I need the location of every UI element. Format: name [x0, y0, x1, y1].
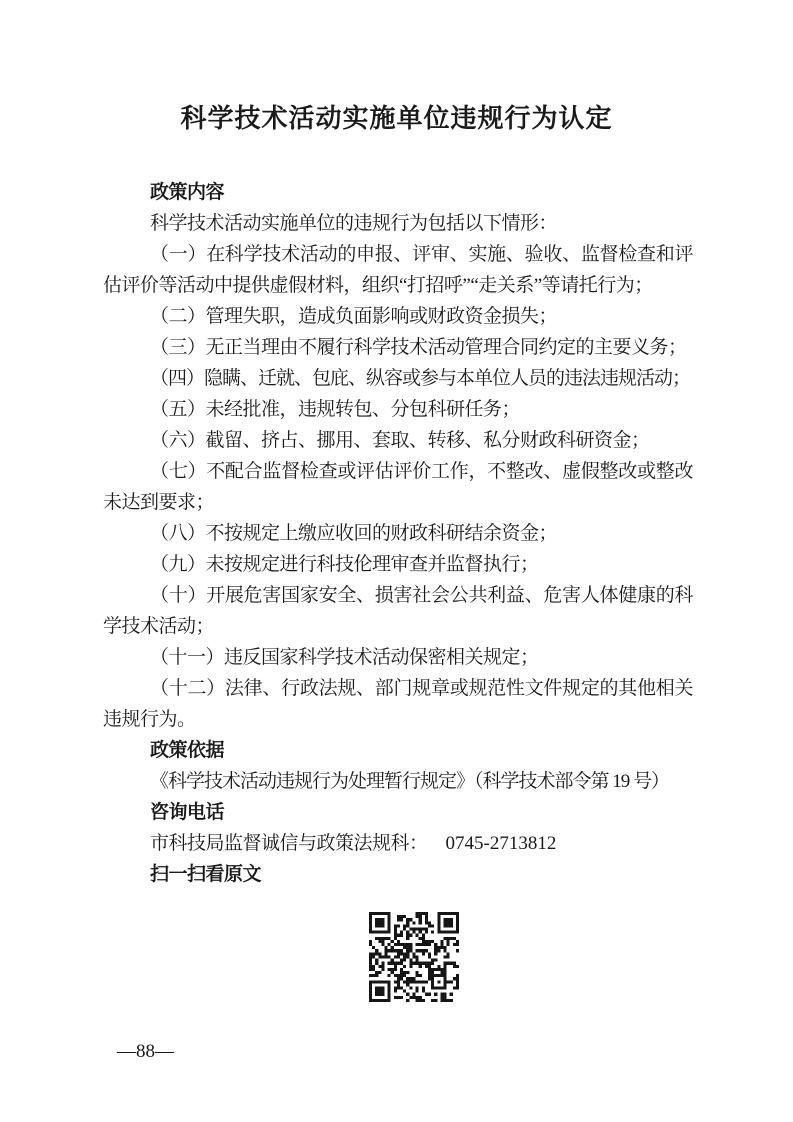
- policy-item-9: （九）未按规定进行科技伦理审查并监督执行；: [150, 554, 539, 575]
- consult-phone-number: 0745-2713812: [445, 833, 557, 854]
- policy-item-8: （八）不按规定上缴应收回的财政科研结余资金；: [150, 523, 558, 544]
- qr-code: [369, 912, 459, 1002]
- policy-item-5: （五）未经批准，违规转包、分包科研任务；: [150, 399, 521, 420]
- policy-item-1: （一）在科学技术活动的申报、评审、实施、验收、监督检查和评估评价等活动中提供虚假材料，组织“打招呼”“走关系”等请托行为；: [103, 244, 693, 296]
- consult-department: 市科技局监督诚信与政策法规科：: [150, 833, 428, 854]
- section-heading-scan: 扫一扫看原文: [150, 864, 262, 885]
- page-number: —88—: [117, 1041, 174, 1062]
- policy-item-6: （六）截留、挤占、挪用、套取、转移、私分财政科研资金；: [150, 430, 650, 451]
- policy-item-10: （十）开展危害国家安全、损害社会公共利益、危害人体健康的科学技术活动；: [103, 585, 693, 637]
- section-heading-consult-phone: 咨询电话: [150, 802, 225, 823]
- page-title: 科学技术活动实施单位违规行为认定: [180, 104, 613, 133]
- consult-line: [103, 828, 693, 859]
- policy-basis-text: 《科学技术活动违规行为处理暂行规定》（科学技术部令第 19 号）: [150, 771, 670, 792]
- qr-code-pattern: [369, 912, 459, 1002]
- document-body: [103, 177, 693, 890]
- section-heading-policy-basis: 政策依据: [150, 740, 225, 761]
- policy-intro: 科学技术活动实施单位的违规行为包括以下情形：: [150, 213, 558, 234]
- section-heading-policy-content: 政策内容: [150, 182, 225, 203]
- policy-item-3: （三）无正当理由不履行科学技术活动管理合同约定的主要义务；: [150, 337, 687, 358]
- policy-item-12: （十二）法律、行政法规、部门规章或规范性文件规定的其他相关违规行为。: [103, 678, 693, 730]
- policy-item-4: （四）隐瞒、迁就、包庇、纵容或参与本单位人员的违法违规活动；: [150, 368, 691, 389]
- policy-item-7: （七）不配合监督检查或评估评价工作，不整改、虚假整改或整改未达到要求；: [103, 461, 693, 513]
- policy-item-11: （十一）违反国家科学技术活动保密相关规定；: [150, 647, 539, 668]
- policy-item-2: （二）管理失职，造成负面影响或财政资金损失；: [150, 306, 558, 327]
